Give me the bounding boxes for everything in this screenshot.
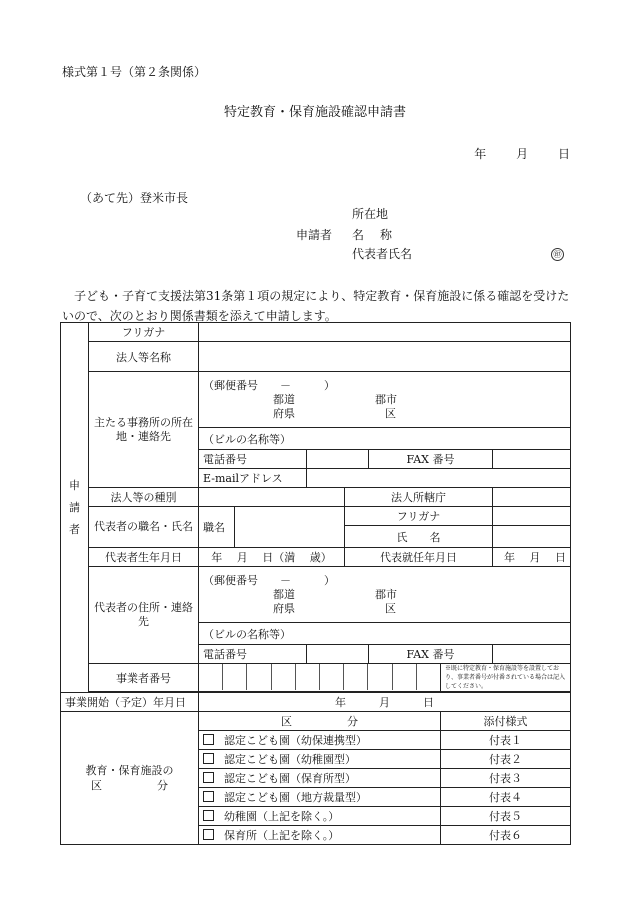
rep-city2: 区	[385, 601, 396, 615]
rep-fax-label: FAX 番号	[369, 645, 493, 664]
rep-position-label: 職名	[199, 507, 235, 548]
rep-phone-label: 電話番号	[199, 645, 307, 664]
corp-type-field[interactable]	[199, 488, 345, 507]
facility-label-line2: 区 分	[91, 779, 168, 792]
checkbox-icon[interactable]	[203, 772, 214, 783]
facility-label-line1: 教育・保育施設の	[85, 764, 174, 777]
rep-building-field[interactable]: （ビルの名称等）	[199, 623, 571, 645]
checkbox-icon[interactable]	[203, 829, 214, 840]
office-postal-field[interactable]	[199, 372, 571, 428]
rep-birth-label: 代表者生年月日	[89, 548, 199, 567]
attachment-form-2: 付表２	[441, 750, 571, 769]
corp-name-field[interactable]	[199, 342, 571, 372]
application-table	[60, 322, 571, 845]
office-fax-field[interactable]	[493, 450, 571, 469]
facility-name: 認定こども園（幼保連携型）	[224, 734, 367, 747]
rep-title-name-label: 代表者の職名・氏名	[89, 507, 199, 548]
date-year: 年	[474, 147, 487, 161]
seal-mark: ㊞	[551, 248, 564, 261]
office-postal: （郵便番号 － ）	[203, 378, 335, 392]
start-date-field[interactable]: 年 月 日	[199, 693, 571, 712]
facility-row-5[interactable]	[199, 807, 441, 826]
facility-row-6[interactable]	[199, 826, 441, 845]
rep-birth-field[interactable]: 年 月 日（満 歳）	[199, 548, 345, 567]
furigana-field[interactable]	[199, 323, 571, 342]
attachment-form-1: 付表１	[441, 731, 571, 750]
office-pref1: 都道	[273, 392, 295, 406]
furigana-label: フリガナ	[89, 323, 199, 342]
facility-name: 幼稚園（上記を除く。）	[224, 810, 340, 823]
checkbox-icon[interactable]	[203, 734, 214, 745]
rep-pref2: 府県	[273, 601, 295, 615]
rep-pref1: 都道	[273, 587, 295, 601]
applicant-label: 申請者	[296, 228, 333, 242]
document-title: 特定教育・保育施設確認申請書	[223, 105, 406, 120]
checkbox-icon[interactable]	[203, 753, 214, 764]
rep-start-field[interactable]: 年 月 日	[493, 548, 571, 567]
name-label: 名 称	[352, 228, 395, 242]
facility-row-1[interactable]	[199, 731, 441, 750]
facility-row-3[interactable]	[199, 769, 441, 788]
office-phone-label: 電話番号	[199, 450, 307, 469]
rep-phone-field[interactable]	[307, 645, 369, 664]
office-city1: 郡市	[375, 392, 397, 406]
date-day: 日	[557, 147, 570, 161]
business-no-label: 事業者番号	[89, 664, 199, 692]
business-no-note: ※既に特定教育・保育施設等を設置しており、事業者番号が付番されている場合は記入してください。	[441, 664, 571, 692]
corp-office-field[interactable]	[493, 488, 571, 507]
facility-name: 保育所（上記を除く。）	[224, 829, 340, 842]
office-pref2: 府県	[273, 406, 295, 420]
rep-postal-field[interactable]	[199, 567, 571, 623]
rep-start-label: 代表就任年月日	[345, 548, 493, 567]
representative-label: 代表者氏名	[352, 247, 413, 261]
corp-name-label: 法人等名称	[89, 342, 199, 372]
business-no-field[interactable]	[199, 664, 441, 692]
attachment-form-3: 付表３	[441, 769, 571, 788]
attachment-form-5: 付表５	[441, 807, 571, 826]
rep-city1: 郡市	[375, 587, 397, 601]
attachment-form-6: 付表６	[441, 826, 571, 845]
facility-name: 認定こども園（幼稚園型）	[224, 753, 356, 766]
office-address-label: 主たる事務所の所在地・連絡先	[89, 372, 199, 488]
start-date-label: 事業開始（予定）年月日	[61, 693, 199, 712]
rep-postal: （郵便番号 － ）	[203, 573, 335, 587]
rep-furigana-field[interactable]	[493, 507, 571, 526]
rep-furigana-label: フリガナ	[345, 507, 493, 526]
corp-office-label: 法人所轄庁	[345, 488, 493, 507]
form-number: 様式第１号（第２条関係）	[62, 65, 207, 79]
date-month: 月	[516, 147, 529, 161]
corp-type-label: 法人等の種別	[89, 488, 199, 507]
intro-text: 子ども・子育て支援法第31条第１項の規定により、特定教育・保育施設に係る確認を受けたいので、次のとおり関係書類を添えて申請します。	[62, 289, 570, 323]
facility-category-label	[61, 712, 199, 845]
office-email-field[interactable]	[307, 469, 571, 488]
checkbox-icon[interactable]	[203, 791, 214, 802]
attachment-form-4: 付表４	[441, 788, 571, 807]
applicant-side-label: 申 請 者	[61, 323, 89, 693]
facility-name: 認定こども園（地方裁量型）	[224, 791, 367, 804]
rep-position-field[interactable]	[235, 507, 345, 548]
office-city2: 区	[385, 406, 396, 420]
rep-address-label: 代表者の住所・連絡先	[89, 567, 199, 664]
category-header: 区 分	[199, 712, 441, 731]
office-phone-field[interactable]	[307, 450, 369, 469]
date-line	[448, 148, 570, 160]
facility-row-4[interactable]	[199, 788, 441, 807]
office-building-field[interactable]: （ビルの名称等）	[199, 428, 571, 450]
office-fax-label: FAX 番号	[369, 450, 493, 469]
location-label: 所在地	[352, 207, 389, 221]
facility-name: 認定こども園（保育所型）	[224, 772, 356, 785]
addressee: （あて先）登米市長	[80, 191, 189, 205]
rep-fax-field[interactable]	[493, 645, 571, 664]
office-email-label: E-mailアドレス	[199, 469, 307, 488]
checkbox-icon[interactable]	[203, 810, 214, 821]
facility-row-2[interactable]	[199, 750, 441, 769]
rep-name-field[interactable]	[493, 526, 571, 548]
attachment-header: 添付様式	[441, 712, 571, 731]
rep-name-label: 氏 名	[345, 526, 493, 548]
